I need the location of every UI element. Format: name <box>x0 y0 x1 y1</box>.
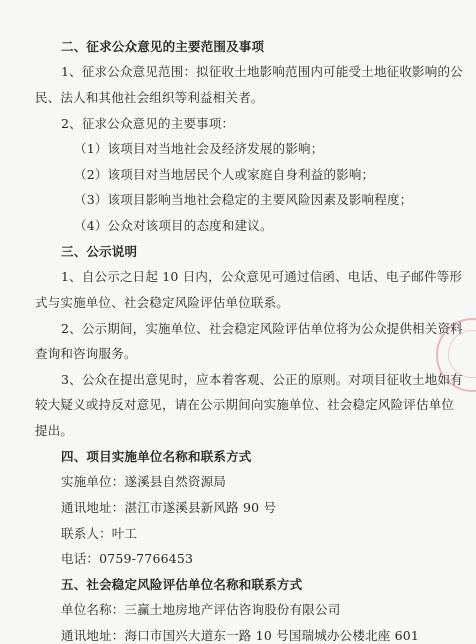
section-heading-4: 四、项目实施单位名称和联系方式 <box>61 449 252 464</box>
contact-line: 通讯地址：湛江市遂溪县新风路 90 号 <box>61 500 277 515</box>
paragraph-line: 3、公众在提出意见时，应本着客观、公正的原则。对项目征收土地如有 <box>61 372 463 387</box>
paragraph-line: 1、自公示之日起 10 日内，公众意见可通过信函、电话、电子邮件等形 <box>61 269 463 284</box>
contact-line: 联系人：叶工 <box>61 526 138 541</box>
paragraph-line: 民、法人和其他社会组织等利益相关者。 <box>35 90 264 105</box>
list-item: （2）该项目对当地居民个人或家庭自身利益的影响； <box>74 167 375 182</box>
list-item: （4）公众对该项目的态度和建议。 <box>74 218 273 233</box>
paragraph-line: 1、征求公众意见范围：拟征收土地影响范围内可能受土地征收影响的公 <box>61 64 463 79</box>
section-heading-3: 三、公示说明 <box>61 244 138 259</box>
contact-line: 单位名称：三赢土地房地产评估咨询股份有限公司 <box>61 602 341 617</box>
contact-line: 通讯地址：海口市国兴大道东一路 10 号国瑞城办公楼北座 601 <box>61 628 420 643</box>
section-heading-5: 五、社会稳定风险评估单位名称和联系方式 <box>61 577 303 592</box>
section-heading-2: 二、征求公众意见的主要范围及事项 <box>61 39 265 54</box>
list-item: （3）该项目影响当地社会稳定的主要风险因素及影响程度； <box>74 192 413 207</box>
paragraph-line: 查询和咨询服务。 <box>35 346 137 361</box>
paragraph-line: 较大疑义或持反对意见，请在公示期间向实施单位、社会稳定风险评估单位 <box>35 397 455 412</box>
paragraph-line: 提出。 <box>35 423 74 438</box>
contact-line: 实施单位：遂溪县自然资源局 <box>61 474 227 489</box>
paragraph-line: 2、征求公众意见的主要事项： <box>61 116 235 131</box>
paragraph-line: 式与实施单位、社会稳定风险评估单位联系。 <box>35 295 290 310</box>
list-item: （1）该项目对当地社会及经济发展的影响； <box>74 141 324 156</box>
contact-line: 电话：0759-7766453 <box>61 551 194 566</box>
paragraph-line: 2、公示期间，实施单位、社会稳定风险评估单位将为公众提供相关资料 <box>61 321 463 336</box>
